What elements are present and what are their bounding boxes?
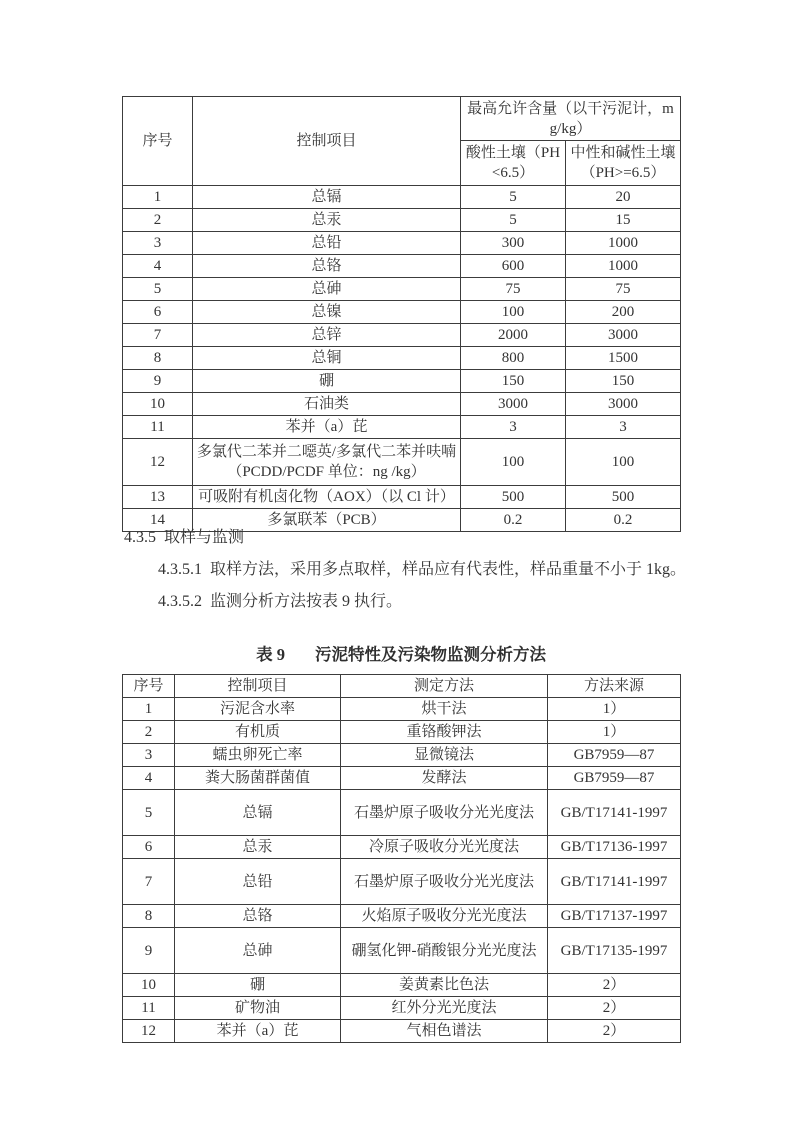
- column-header-acidic-soil: 酸性土壤（PH<6.5）: [461, 141, 566, 186]
- table-cell: 3000: [566, 393, 681, 416]
- table-cell: 1500: [566, 347, 681, 370]
- table-row: [123, 997, 681, 1020]
- table-cell: 总镉: [193, 186, 461, 209]
- table-cell: 气相色谱法: [341, 1020, 548, 1043]
- table-cell: 蠕虫卵死亡率: [175, 744, 341, 767]
- column-header-neutral-soil: 中性和碱性土壤（PH>=6.5）: [566, 141, 681, 186]
- table-cell: GB/T17141-1997: [548, 859, 681, 905]
- table-cell: 10: [123, 974, 175, 997]
- table-row: [123, 721, 681, 744]
- table-row: [123, 232, 681, 255]
- table-cell: GB/T17136-1997: [548, 836, 681, 859]
- table-cell: 粪大肠菌群菌值: [175, 767, 341, 790]
- table-cell: 12: [123, 1020, 175, 1043]
- table-cell: 75: [461, 278, 566, 301]
- table-cell: 12: [123, 439, 193, 486]
- table-cell: 多氯联苯（PCB）: [193, 509, 461, 532]
- table-cell: 5: [123, 278, 193, 301]
- table-cell: 重铬酸钾法: [341, 721, 548, 744]
- table-cell: 15: [566, 209, 681, 232]
- table-cell: 6: [123, 301, 193, 324]
- table-cell: 6: [123, 836, 175, 859]
- table-cell: 2）: [548, 997, 681, 1020]
- table-cell: 7: [123, 324, 193, 347]
- table-cell: 1: [123, 186, 193, 209]
- table-cell: 总汞: [175, 836, 341, 859]
- pollutant-limits-table: [122, 96, 681, 532]
- table-cell: 苯并（a）芘: [193, 416, 461, 439]
- table-cell: 总铅: [193, 232, 461, 255]
- table-row: [123, 416, 681, 439]
- table-row: [123, 278, 681, 301]
- table-cell: 2000: [461, 324, 566, 347]
- table-cell: 显微镜法: [341, 744, 548, 767]
- table-header-row: [123, 97, 681, 141]
- table-cell: 硼: [193, 370, 461, 393]
- table-row: [123, 186, 681, 209]
- table-cell: 8: [123, 905, 175, 928]
- table-cell: 11: [123, 416, 193, 439]
- table-cell: 5: [461, 209, 566, 232]
- section-paragraph: 4.3.5.2 监测分析方法按表 9 执行。: [158, 593, 403, 610]
- table-row: [123, 370, 681, 393]
- table-cell: 150: [461, 370, 566, 393]
- column-header-item: 控制项目: [175, 675, 341, 698]
- column-header-item: 控制项目: [193, 97, 461, 186]
- table-cell: 矿物油: [175, 997, 341, 1020]
- monitoring-methods-table: [122, 674, 681, 1043]
- table-cell: 石墨炉原子吸收分光光度法: [341, 859, 548, 905]
- table-cell: GB/T17135-1997: [548, 928, 681, 974]
- table-cell: 100: [566, 439, 681, 486]
- table-cell: 总汞: [193, 209, 461, 232]
- table-cell: 石墨炉原子吸收分光光度法: [341, 790, 548, 836]
- table-cell: 多氯代二苯并二噁英/多氯代二苯并呋喃（PCDD/PCDF 单位：ng /kg）: [193, 439, 461, 486]
- table-row: [123, 928, 681, 974]
- table-cell: 总砷: [193, 278, 461, 301]
- table9-label: 表 9: [256, 645, 285, 664]
- table-cell: 可吸附有机卤化物（AOX）（以 Cl 计）: [193, 486, 461, 509]
- table9-title-text: 污泥特性及污染物监测分析方法: [314, 645, 546, 664]
- table-cell: 150: [566, 370, 681, 393]
- table-cell: 总砷: [175, 928, 341, 974]
- table-cell: 石油类: [193, 393, 461, 416]
- table-row: [123, 439, 681, 486]
- section-heading: 4.3.5 取样与监测: [124, 529, 245, 546]
- table-cell: 总铅: [175, 859, 341, 905]
- table-cell: 5: [461, 186, 566, 209]
- table-cell: 2: [123, 721, 175, 744]
- table-cell: 11: [123, 997, 175, 1020]
- table-cell: 100: [461, 439, 566, 486]
- table-cell: 75: [566, 278, 681, 301]
- table-cell: GB7959—87: [548, 767, 681, 790]
- table-cell: 2）: [548, 974, 681, 997]
- column-header-limit: 最高允许含量（以干污泥计，mg/kg）: [461, 97, 681, 141]
- table-cell: 冷原子吸收分光光度法: [341, 836, 548, 859]
- table-cell: 硼氢化钾-硝酸银分光光度法: [341, 928, 548, 974]
- table-cell: 300: [461, 232, 566, 255]
- table-row: [123, 974, 681, 997]
- table-row: [123, 255, 681, 278]
- table-row: [123, 790, 681, 836]
- column-header-source: 方法来源: [548, 675, 681, 698]
- table-cell: 总镉: [175, 790, 341, 836]
- table-cell: 烘干法: [341, 698, 548, 721]
- table-cell: 1000: [566, 232, 681, 255]
- table-cell: 0.2: [566, 509, 681, 532]
- table-row: [123, 836, 681, 859]
- table-cell: 总铬: [175, 905, 341, 928]
- table-cell: 2: [123, 209, 193, 232]
- table-cell: 3: [123, 232, 193, 255]
- table-cell: 14: [123, 509, 193, 532]
- table-cell: 13: [123, 486, 193, 509]
- table-cell: 总镍: [193, 301, 461, 324]
- table-cell: 1）: [548, 698, 681, 721]
- table-cell: 4: [123, 255, 193, 278]
- table-cell: 20: [566, 186, 681, 209]
- table-cell: 姜黄素比色法: [341, 974, 548, 997]
- table-cell: 4: [123, 767, 175, 790]
- column-header-method: 测定方法: [341, 675, 548, 698]
- table-row: [123, 744, 681, 767]
- table-cell: 1000: [566, 255, 681, 278]
- table-cell: 1）: [548, 721, 681, 744]
- table-cell: 总锌: [193, 324, 461, 347]
- table-cell: 3: [461, 416, 566, 439]
- table-cell: 800: [461, 347, 566, 370]
- table-row: [123, 767, 681, 790]
- table-cell: 发酵法: [341, 767, 548, 790]
- table-cell: 3000: [461, 393, 566, 416]
- table9-caption: [122, 641, 680, 665]
- table-row: [123, 859, 681, 905]
- table-cell: 600: [461, 255, 566, 278]
- table-cell: 1: [123, 698, 175, 721]
- table-cell: 总铜: [193, 347, 461, 370]
- table-cell: 7: [123, 859, 175, 905]
- table-cell: 5: [123, 790, 175, 836]
- table-cell: GB7959—87: [548, 744, 681, 767]
- table-row: [123, 209, 681, 232]
- table-cell: 100: [461, 301, 566, 324]
- table-row: [123, 301, 681, 324]
- table-cell: 火焰原子吸收分光光度法: [341, 905, 548, 928]
- table-cell: 3000: [566, 324, 681, 347]
- table-cell: 硼: [175, 974, 341, 997]
- table-cell: GB/T17137-1997: [548, 905, 681, 928]
- table-row: [123, 698, 681, 721]
- table-row: [123, 324, 681, 347]
- column-header-no: 序号: [123, 97, 193, 186]
- table-cell: 有机质: [175, 721, 341, 744]
- table-cell: 10: [123, 393, 193, 416]
- table-cell: 苯并（a）芘: [175, 1020, 341, 1043]
- table-cell: 红外分光光度法: [341, 997, 548, 1020]
- table-row: [123, 905, 681, 928]
- table-cell: 2）: [548, 1020, 681, 1043]
- table-cell: 3: [123, 744, 175, 767]
- column-header-no: 序号: [123, 675, 175, 698]
- table-row: [123, 486, 681, 509]
- table-cell: 9: [123, 928, 175, 974]
- table-cell: 9: [123, 370, 193, 393]
- table-cell: 500: [461, 486, 566, 509]
- table-cell: 3: [566, 416, 681, 439]
- table-cell: 总铬: [193, 255, 461, 278]
- section-paragraph: 4.3.5.1 取样方法，采用多点取样，样品应有代表性，样品重量不小于 1kg。: [158, 561, 687, 578]
- table-cell: 500: [566, 486, 681, 509]
- table-cell: GB/T17141-1997: [548, 790, 681, 836]
- table-cell: 0.2: [461, 509, 566, 532]
- table-cell: 8: [123, 347, 193, 370]
- table-header-row: [123, 675, 681, 698]
- table-row: [123, 347, 681, 370]
- table-row: [123, 393, 681, 416]
- table-cell: 污泥含水率: [175, 698, 341, 721]
- table-row: [123, 1020, 681, 1043]
- table-cell: 200: [566, 301, 681, 324]
